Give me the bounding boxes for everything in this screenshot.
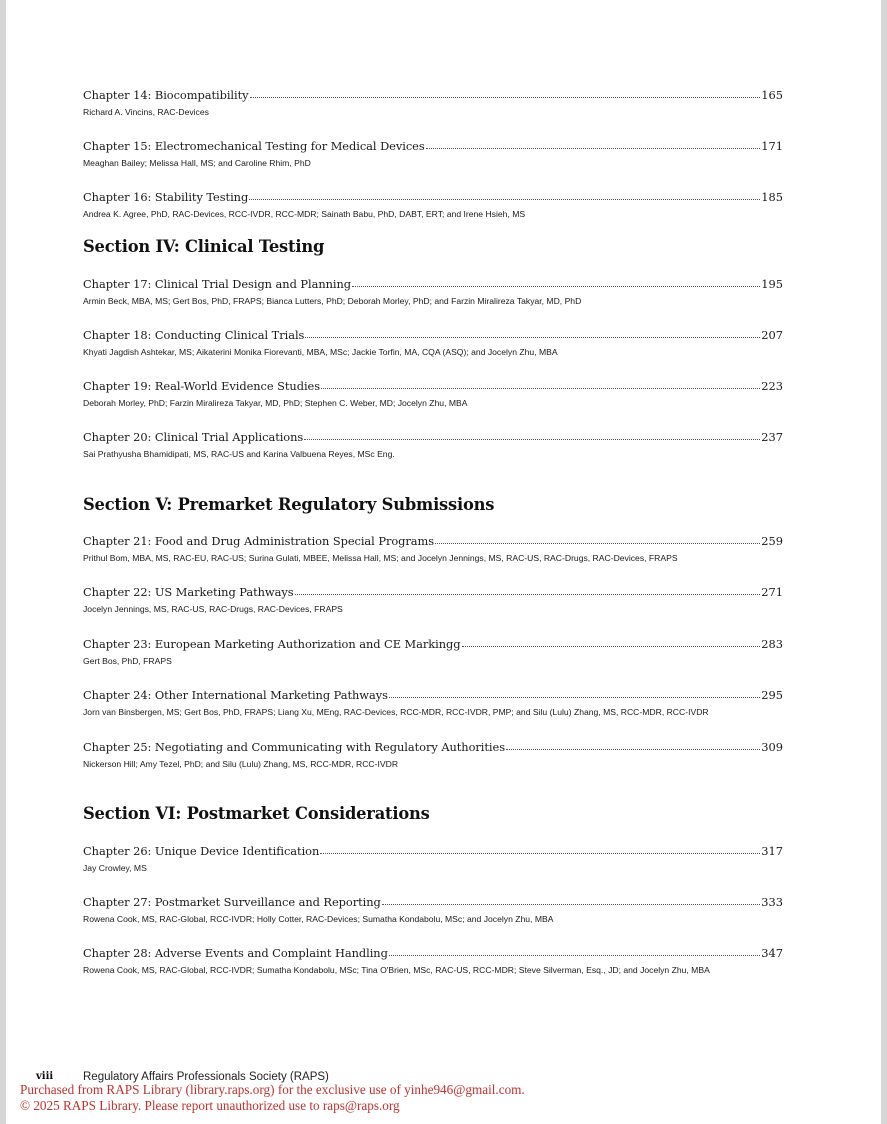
chapter-title: Chapter 22: US Marketing Pathways: [83, 585, 294, 599]
chapter-title: Chapter 23: European Marketing Authorization and CE Markingg: [83, 637, 461, 651]
page-number: 271: [761, 585, 783, 599]
page-number: 347: [761, 946, 783, 960]
chapter-authors: Jocelyn Jennings, MS, RAC-US, RAC-Drugs, RAC-Devices, FRAPS: [83, 604, 343, 614]
dot-leader: [435, 533, 760, 544]
chapter-title: Chapter 16: Stability Testing: [83, 190, 249, 204]
chapter-authors: Rowena Cook, MS, RAC-Global, RCC-IVDR; Holly Cotter, RAC-Devices; Sumatha Kondabolu, MSc; and Jocelyn Zhu, MBA: [83, 914, 554, 924]
copyright-watermark: © 2025 RAPS Library. Please report unauthorized use to raps@raps.org: [20, 1098, 400, 1113]
page-number: 333: [761, 895, 783, 909]
chapter-authors: Armin Beck, MBA, MS; Gert Bos, PhD, FRAPS; Bianca Lutters, PhD; Deborah Morley, PhD; and Farzin Miralireza Takyar, MD, PhD: [83, 296, 582, 306]
toc-entry-chapter-24: [83, 688, 783, 719]
toc-entry-chapter-16: [83, 190, 783, 221]
page-number: 317: [761, 844, 783, 858]
chapter-title: Chapter 19: Real-World Evidence Studies: [83, 379, 321, 393]
dot-leader: [426, 138, 761, 149]
chapter-authors: Jay Crowley, MS: [83, 863, 147, 873]
toc-entry-chapter-22: [83, 585, 783, 616]
toc-entry-chapter-25: [83, 740, 783, 771]
chapter-title: Chapter 26: Unique Device Identification: [83, 844, 320, 858]
dot-leader: [250, 87, 761, 98]
dot-leader: [352, 276, 760, 287]
chapter-title: Chapter 14: Biocompatibility: [83, 88, 249, 102]
chapter-authors: Nickerson Hill; Amy Tezel, PhD; and Silu (Lulu) Zhang, MS, RCC-MDR, RCC-IVDR: [83, 759, 399, 769]
chapter-authors: Andrea K. Agree, PhD, RAC-Devices, RCC-IVDR, RCC-MDR; Sainath Babu, PhD, DABT, ERT; and Irene Hsieh, MS: [83, 209, 526, 219]
dot-leader: [249, 189, 760, 200]
chapter-title: Chapter 24: Other International Marketing Pathways: [83, 688, 388, 702]
chapter-title: Chapter 15: Electromechanical Testing for Medical Devices: [83, 139, 425, 153]
dot-leader: [382, 894, 761, 905]
page-number: 165: [761, 88, 783, 102]
toc-entry-chapter-20: [83, 430, 783, 461]
page-number: 195: [761, 277, 783, 291]
page-number: 237: [761, 430, 783, 444]
toc-entry-chapter-19: [83, 379, 783, 410]
chapter-title: Chapter 28: Adverse Events and Complaint Handling: [83, 946, 388, 960]
page-number: 295: [761, 688, 783, 702]
dot-leader: [389, 945, 760, 956]
footer-publisher: Regulatory Affairs Professionals Society (RAPS): [83, 1071, 329, 1083]
section-heading-postmarket: Section VI: Postmarket Considerations: [83, 804, 430, 823]
toc-entry-chapter-17: [83, 277, 783, 308]
page-number: 207: [761, 328, 783, 342]
chapter-authors: Khyati Jagdish Ashtekar, MS; Aikaterini Monika Fiorevanti, MBA, MSc; Jackie Torfin, MA, CQA (ASQ); and Jocelyn Zhu, MBA: [83, 347, 558, 357]
page-number: 223: [761, 379, 783, 393]
page-number: 171: [761, 139, 783, 153]
footer-page-number: viii: [36, 1071, 54, 1082]
chapter-authors: Deborah Morley, PhD; Farzin Miralireza Takyar, MD, PhD; Stephen C. Weber, MD; Jocelyn Zhu, MBA: [83, 398, 468, 408]
dot-leader: [304, 429, 760, 440]
chapter-authors: Meaghan Bailey; Melissa Hall, MS; and Caroline Rhim, PhD: [83, 158, 311, 168]
page-edge-left: [0, 0, 6, 1124]
chapter-title: Chapter 18: Conducting Clinical Trials: [83, 328, 305, 342]
chapter-authors: Rowena Cook, MS, RAC-Global, RCC-IVDR; Sumatha Kondabolu, MSc; Tina O'Brien, MSc, RAC-US, RCC-MDR; Steve Silverman, Esq., JD; and Jocelyn Zhu, MBA: [83, 965, 710, 975]
section-heading-clinical-testing: Section IV: Clinical Testing: [83, 237, 325, 256]
chapter-authors: Richard A. Vincins, RAC-Devices: [83, 107, 209, 117]
chapter-title: Chapter 21: Food and Drug Administration Special Programs: [83, 534, 435, 548]
chapter-title: Chapter 27: Postmarket Surveillance and Reporting: [83, 895, 381, 909]
dot-leader: [321, 378, 760, 389]
toc-entry-chapter-15: [83, 139, 783, 170]
purchase-watermark: Purchased from RAPS Library (library.raps.org) for the exclusive use of yinhe946@gmail.com.: [20, 1082, 525, 1097]
chapter-authors: Gert Bos, PhD, FRAPS: [83, 656, 172, 666]
toc-entry-chapter-28: [83, 946, 783, 977]
page-number: 283: [761, 637, 783, 651]
dot-leader: [462, 636, 761, 647]
dot-leader: [389, 687, 760, 698]
page-number: 259: [761, 534, 783, 548]
dot-leader: [295, 584, 761, 595]
chapter-title: Chapter 25: Negotiating and Communicating with Regulatory Authorities: [83, 740, 505, 754]
toc-entry-chapter-23: [83, 637, 783, 668]
page-number: 185: [761, 190, 783, 204]
section-heading-premarket-submissions: Section V: Premarket Regulatory Submissions: [83, 495, 495, 514]
chapter-authors: Prithul Bom, MBA, MS, RAC-EU, RAC-US; Surina Gulati, MBEE, Melissa Hall, MS; and Jocelyn Jennings, MS, RAC-US, RAC-Drugs, RAC-Devices, FRAPS: [83, 553, 678, 563]
chapter-authors: Sai Prathyusha Bhamidipati, MS, RAC-US and Karina Valbuena Reyes, MSc Eng.: [83, 449, 395, 459]
dot-leader: [320, 843, 760, 854]
toc-entry-chapter-26: [83, 844, 783, 875]
chapter-authors: Jorn van Binsbergen, MS; Gert Bos, PhD, FRAPS; Liang Xu, MEng, RAC-Devices, RCC-MDR, RCC-IVDR, PMP; and Silu (Lulu) Zhang, MS, RCC-MDR, RCC-IVDR: [83, 707, 709, 717]
chapter-title: Chapter 17: Clinical Trial Design and Planning: [83, 277, 352, 291]
toc-entry-chapter-14: [83, 88, 783, 119]
chapter-title: Chapter 20: Clinical Trial Applications: [83, 430, 304, 444]
page-edge-right: [881, 0, 887, 1124]
page-number: 309: [761, 740, 783, 754]
toc-entry-chapter-18: [83, 328, 783, 359]
dot-leader: [305, 327, 760, 338]
toc-entry-chapter-21: [83, 534, 783, 565]
dot-leader: [506, 739, 760, 750]
toc-entry-chapter-27: [83, 895, 783, 926]
